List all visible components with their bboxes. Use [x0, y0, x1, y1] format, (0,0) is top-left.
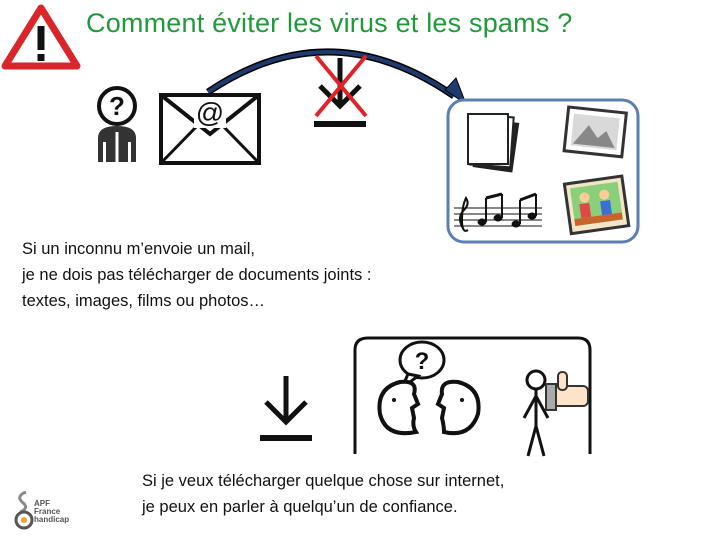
documents-icon [468, 114, 519, 173]
advice-text [142, 468, 504, 520]
trusted-person-icon [524, 371, 548, 456]
question-mark-text: ? [109, 91, 125, 121]
download-forbidden-icon [306, 54, 376, 130]
picture-icon [564, 107, 626, 157]
photo-icon [564, 176, 628, 234]
warning-text-line: textes, images, films ou photos… [22, 292, 266, 310]
logo-line: APF [34, 499, 50, 508]
apf-logo-text [34, 500, 69, 524]
warning-text [22, 236, 371, 314]
question-mark-text: ? [414, 348, 430, 375]
warning-text-line: Si un inconnu m’envoie un mail, [22, 240, 255, 258]
warning-text-line: je ne dois pas télécharger de documents joints : [22, 266, 372, 284]
logo-line: handicap [34, 515, 70, 524]
attachments-panel [446, 98, 642, 246]
thumbs-up-icon [546, 372, 588, 410]
advice-text-line: je peux en parler à quelqu’un de confiance. [142, 498, 458, 516]
two-heads-icon [379, 382, 478, 433]
page-title: Comment éviter les virus et les spams ? [86, 8, 573, 38]
download-icon [252, 372, 322, 444]
trusted-person-panel [352, 334, 594, 460]
logo-line: France [34, 507, 61, 516]
at-symbol: @ [195, 97, 225, 128]
advice-text-line: Si je veux télécharger quelque chose sur internet, [142, 472, 505, 490]
